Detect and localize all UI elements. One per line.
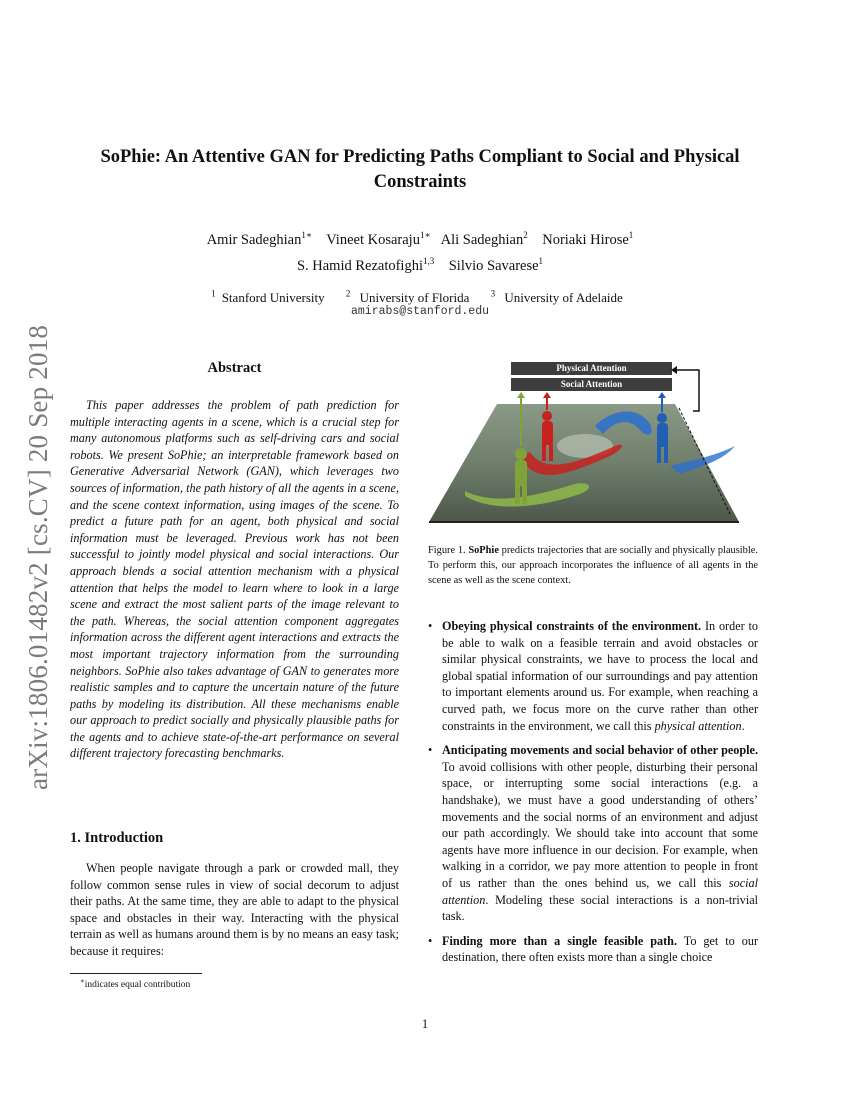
list-item: • Finding more than a single feasible path. To get to our destination, there often exists more than a single choice — [428, 933, 758, 966]
author: S. Hamid Rezatofighi$^{1,3}$ — [296, 255, 435, 274]
footnote-rule — [70, 973, 202, 974]
green-arrow-head — [517, 392, 525, 398]
social-attention-label: Social Attention — [511, 378, 672, 391]
page-number: 1 — [421, 1017, 429, 1031]
author: Vineet Kosaraju$^{1∗}$ — [326, 230, 431, 248]
introduction-heading: 1. Introduction — [70, 830, 164, 846]
author: Silvio Savarese$^1$ — [448, 255, 544, 274]
list-item: • Obeying physical constraints of the environment. In order to be able to walk on a feasible terrain and avoid obstacles or similar physical constraints, we have to process the local and global spatial information of our surroundings and pay attention to important elements around us. For example, when reaching a curved path, we focus more on the curve rather than other constraints in the environment, we call this physical attention. — [428, 618, 758, 734]
physical-attention-connector — [677, 370, 699, 411]
affiliation: $^1$ Stanford University — [211, 289, 325, 306]
abstract-text: This paper addresses the problem of path prediction for multiple interacting agents in a scene, which is a crucial step for many autonomous platforms such as self-driving cars and social robots. We present SoPhie; an interpretable framework based on Generative Adversarial Network (GAN), which leverages two sources of information, the path history of all the agents in a scene, and the scene context information, using images of the scene. To predict a future path for an agent, both physical and social information must be leveraged. Previous work has not been successful to jointly model physical and social interactions. Our approach blends a social attention mechanism with a physical attention that helps the model to learn where to look in a large scene and extract the most salient parts of the image relevant to the path. Whereas, the social attention component aggregates information across the different agent interactions and extracts the most important trajectory information from the surrounding neighbors. SoPhie also takes advantage of GAN to generates more realistic samples and to capture the uncertain nature of the future paths by modeling its distribution. All these mechanisms enable our approach to predict socially and physically plausible paths for the agents and to achieve state-of-the-art performance on several different trajectory forecasting benchmarks. — [70, 398, 399, 761]
physical-attention-label: Physical Attention — [511, 362, 672, 375]
author: Ali Sadeghian$^2$ — [440, 230, 528, 248]
affiliation: $^3$ University of Adelaide — [490, 289, 623, 306]
figure-caption: Figure 1. SoPhie predicts trajectories that are socially and physically plausible. To perform this, our approach incorporates the influence of all agents in the scene as well as the scene context. — [428, 545, 758, 586]
affiliations — [90, 285, 750, 307]
introduction-text: When people navigate through a park or crowded mall, they follow common sense rules in view of social decorum to adjust their paths. At the same time, they are able to adapt to the physical space and obstacles in their way. Interacting with the physical terrain as well as humans around them is by no means an easy task; because it requires: — [70, 861, 399, 958]
author-line-2 — [90, 251, 750, 277]
scene-illustration — [425, 356, 760, 531]
author: Noriaki Hirose$^1$ — [542, 230, 634, 248]
connector-arrow-head — [671, 366, 677, 374]
paper-title: SoPhie: An Attentive GAN for Predicting Paths Compliant to Social and Physical Constraints — [100, 147, 740, 192]
affiliation: $^2$ University of Florida — [345, 289, 470, 306]
contribution-list — [428, 618, 758, 974]
figure-1 — [425, 356, 760, 531]
author: Amir Sadeghian$^{1∗}$ — [206, 230, 312, 248]
author-list — [90, 225, 750, 277]
contact-email: amirabs@stanford.edu — [350, 305, 490, 318]
arxiv-identifier: arXiv:1806.01482v2 [cs.CV] 20 Sep 2018 — [23, 324, 53, 790]
footnote: ∗indicates equal contribution — [80, 977, 191, 991]
abstract-heading: Abstract — [207, 360, 262, 376]
author-line-1 — [90, 225, 750, 251]
list-item: • Anticipating movements and social behavior of other people. To avoid collisions with other people, disturbing their personal space, or interrupting some social interactions (e.g. a handshake), we must have a good understanding of others’ movements and the social norms of an environment and adjust our path accordingly. We should take into account that some agents have more influence in our decision. For example, when walking in a corridor, we pay more attention to people in front of us rather than the ones behind us, we call this social attention. Modeling these social interactions is a non-trivial task. — [428, 742, 758, 925]
blue-arrow-head — [658, 392, 666, 398]
red-arrow-head — [543, 392, 551, 398]
